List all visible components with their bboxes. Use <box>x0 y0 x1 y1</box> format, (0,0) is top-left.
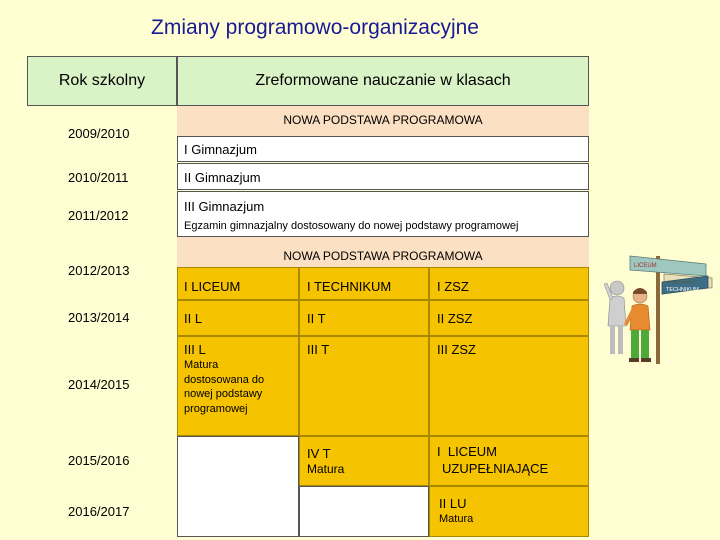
zsz-1-label: I ZSZ <box>437 279 469 294</box>
gim-row-1-label: I Gimnazjum <box>184 142 257 157</box>
lu-2-note: Matura <box>439 513 474 525</box>
lu-cell-2 <box>429 486 589 537</box>
year-2012: 2012/2013 <box>68 263 130 278</box>
zsz-cell-2 <box>429 300 589 336</box>
year-2009: 2009/2010 <box>68 126 130 141</box>
liceum-2-label: II L <box>184 311 203 326</box>
liceum-3-label: III L <box>184 342 206 357</box>
zsz-3-label: III ZSZ <box>437 342 476 357</box>
sign-technikum: TECHNIKUM <box>666 287 699 293</box>
technikum-1-label: I TECHNIKUM <box>307 279 392 294</box>
gim-row-2 <box>177 163 589 190</box>
technikum-cell-4 <box>299 436 429 486</box>
header-classes: Zreformowane nauczanie w klasach <box>177 56 589 106</box>
lu-1-line2: UZUPEŁNIAJĄCE <box>442 461 549 476</box>
liceum-cell-3 <box>177 336 299 436</box>
lu-cell-1 <box>429 436 589 486</box>
lu-1-line1: I LICEUM <box>437 444 497 459</box>
year-2011: 2011/2012 <box>68 208 129 223</box>
year-2014: 2014/2015 <box>68 377 130 392</box>
gim-row-1 <box>177 136 589 162</box>
liceum-3-note: Matura dostosowana do nowej podstawy programowej <box>184 359 265 415</box>
gim-row-2-label: II Gimnazjum <box>184 170 261 185</box>
liceum-empty <box>177 436 299 537</box>
page-title: Zmiany programowo-organizacyjne <box>151 16 479 39</box>
year-2013: 2013/2014 <box>68 310 130 325</box>
technikum-empty <box>299 486 429 537</box>
technikum-2-label: II T <box>307 311 326 326</box>
header-year: Rok szkolny <box>27 56 177 106</box>
lu-2-label: II LU <box>439 496 467 511</box>
gim-row-3-label: III Gimnazjum <box>184 199 265 214</box>
signpost-icon <box>604 248 714 366</box>
year-2010: 2010/2011 <box>68 170 129 185</box>
upper-section-title: NOWA PODSTAWA PROGRAMOWA <box>283 249 483 263</box>
technikum-4-note: Matura <box>307 462 345 476</box>
gim-row-3 <box>177 191 589 237</box>
year-2015: 2015/2016 <box>68 453 130 468</box>
zsz-cell-1 <box>429 267 589 300</box>
signpost-illustration <box>604 248 714 366</box>
liceum-cell-1 <box>177 267 299 300</box>
liceum-cell-2 <box>177 300 299 336</box>
year-2016: 2016/2017 <box>68 504 130 519</box>
technikum-4-label: IV T <box>307 446 331 461</box>
technikum-3-label: III T <box>307 342 330 357</box>
gim-row-3-note: Egzamin gimnazjalny dostosowany do nowej podstawy programowej <box>184 220 519 232</box>
sign-szkola: Szkoła zawodowa <box>668 280 697 284</box>
technikum-cell-1 <box>299 267 429 300</box>
zsz-2-label: II ZSZ <box>437 311 473 326</box>
sign-liceum: LICEUM <box>634 263 657 269</box>
liceum-1-label: I LICEUM <box>184 279 241 294</box>
technikum-cell-3 <box>299 336 429 436</box>
gim-section-title: NOWA PODSTAWA PROGRAMOWA <box>283 113 483 127</box>
zsz-cell-3 <box>429 336 589 436</box>
technikum-cell-2 <box>299 300 429 336</box>
